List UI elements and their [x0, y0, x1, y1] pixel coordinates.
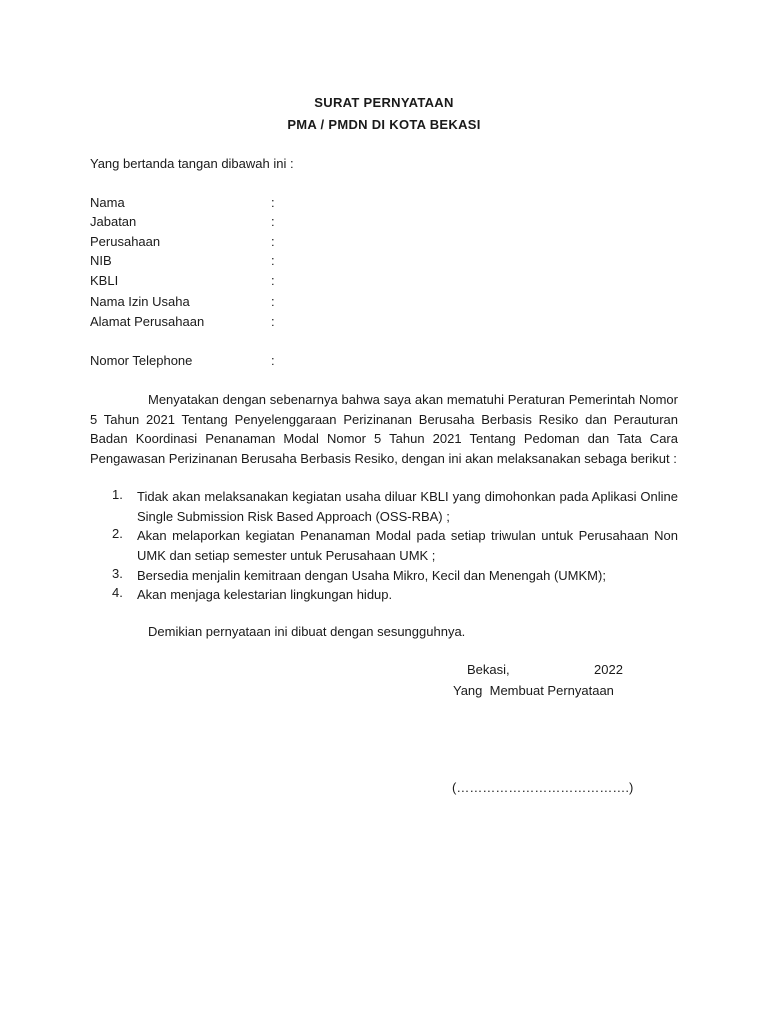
field-label: Alamat Perusahaan [90, 314, 205, 329]
list-number: 1. [112, 487, 123, 502]
list-text: Akan melaporkan kegiatan Penanaman Modal pada setiap triwulan untuk Perusahaan Non UMK dan setiap semester untuk Perusahaan UMK ; [137, 528, 678, 563]
field-colon: : [271, 253, 275, 268]
field-colon: : [271, 353, 275, 368]
maker-label: Yang Membuat Pernyataan [453, 683, 614, 698]
list-text: Tidak akan melaksanakan kegiatan usaha diluar KBLI yang dimohonkan pada Aplikasi Online Single Submission Risk Based Approach (OSS-RBA) ; [137, 489, 678, 524]
field-colon: : [271, 273, 275, 288]
field-label: KBLI [90, 273, 119, 288]
field-row-jabatan [90, 214, 390, 232]
field-label: Jabatan [90, 214, 137, 229]
field-row-alamat-perusahaan [90, 314, 390, 332]
field-label: Nama Izin Usaha [90, 294, 190, 309]
field-colon: : [271, 294, 275, 309]
field-row-nomor-telephone [90, 353, 390, 371]
field-colon: : [271, 214, 275, 229]
list-number: 4. [112, 585, 123, 600]
field-row-nib [90, 253, 390, 271]
field-row-nama [90, 195, 390, 213]
field-label: Nomor Telephone [90, 353, 193, 368]
field-row-kbli [90, 273, 390, 291]
list-number: 3. [112, 566, 123, 581]
list-text: Bersedia menjalin kemitraan dengan Usaha Mikro, Kecil dan Menengah (UMKM); [137, 568, 606, 583]
field-colon: : [271, 234, 275, 249]
document-subtitle: PMA / PMDN DI KOTA BEKASI [287, 117, 481, 132]
field-label: NIB [90, 253, 112, 268]
field-row-perusahaan [90, 234, 390, 252]
field-colon: : [271, 195, 275, 210]
field-colon: : [271, 314, 275, 329]
signature-line: (………………………………….) [452, 780, 634, 795]
statement-paragraph [90, 390, 678, 468]
place-text: Bekasi, [467, 662, 510, 677]
field-label: Perusahaan [90, 234, 161, 249]
intro-text: Yang bertanda tangan dibawah ini : [90, 156, 294, 171]
list-text: Akan menjaga kelestarian lingkungan hidup. [137, 587, 393, 602]
year-text: 2022 [594, 662, 623, 677]
document-title: SURAT PERNYATAAN [314, 95, 454, 110]
field-row-nama-izin-usaha [90, 294, 390, 312]
closing-text: Demikian pernyataan ini dibuat dengan sesungguhnya. [148, 624, 466, 639]
list-number: 2. [112, 526, 123, 541]
field-label: Nama [90, 195, 125, 210]
statement-text: Menyatakan dengan sebenarnya bahwa saya akan mematuhi Peraturan Pemerintah Nomor 5 Tahun 2021 Tentang Penyelenggaraan Perizinanan Berusaha Berbasis Resiko dan Perauturan Badan Koordinasi Penanaman Modal Nomor 5 Tahun 2021 Tentang Pedoman dan Tata Cara Pengawasan Perizinanan Berusaha Berbasis Resiko, dengan ini akan melaksanakan sebaga berikut : [90, 392, 678, 466]
